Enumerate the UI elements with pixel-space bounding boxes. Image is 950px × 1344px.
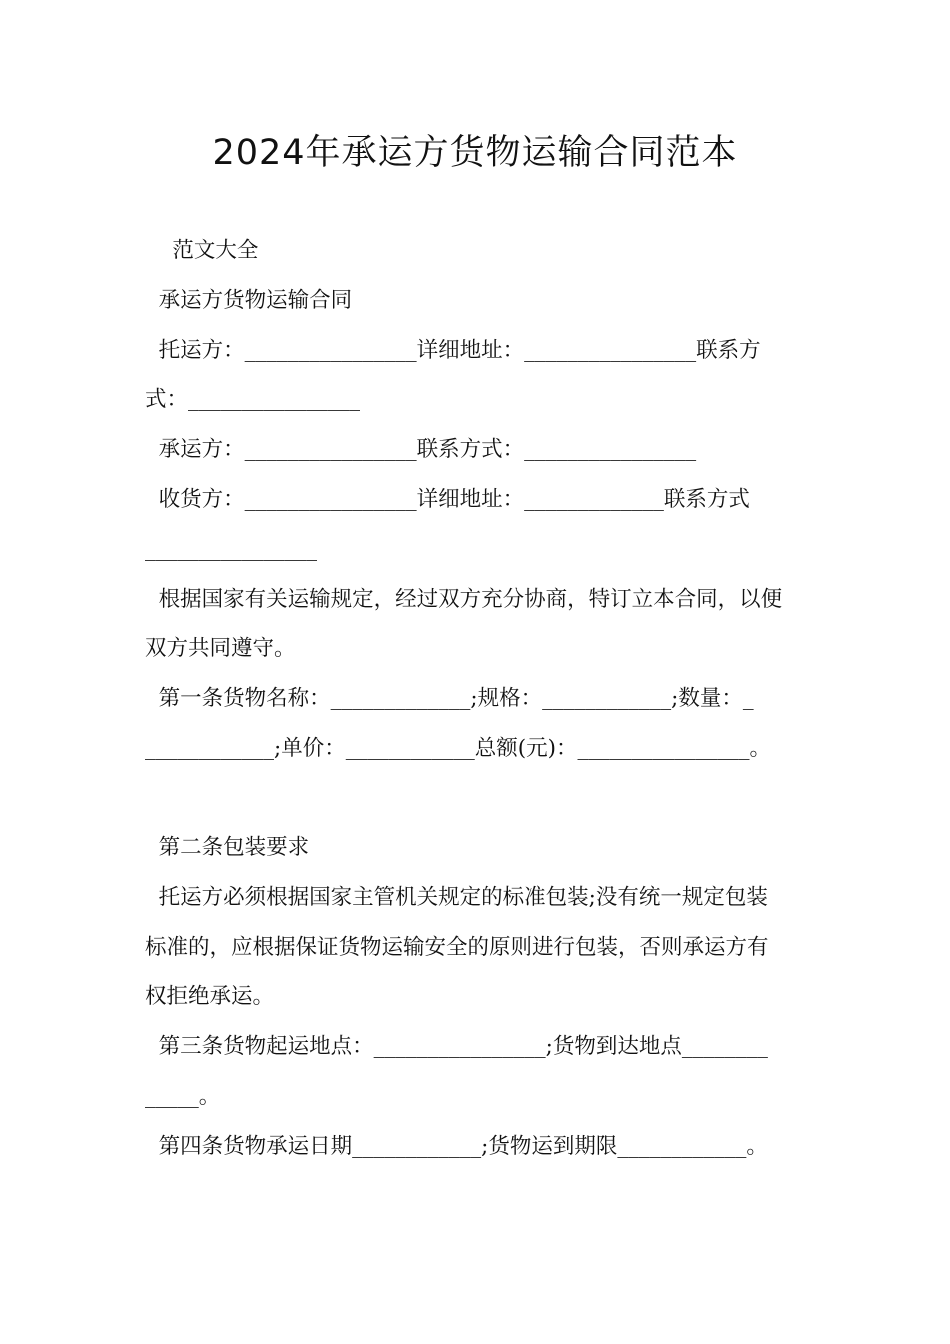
- text-line: _____。: [145, 1084, 221, 1109]
- text-line: 承运方：________________联系方式：________________: [145, 437, 697, 462]
- text-line: 双方共同遵守。: [145, 636, 296, 661]
- text-line: 式：________________: [145, 387, 361, 412]
- text-line: 第一条货物名称：_____________;规格：____________;数量：_: [145, 686, 754, 711]
- text-line: ________________: [145, 537, 317, 562]
- text-line: 承运方货物运输合同: [145, 288, 353, 313]
- text-line: 托运方：________________详细地址：________________联系方: [145, 338, 761, 363]
- text-line: 范文大全: [145, 238, 259, 263]
- text-line: 权拒绝承运。: [145, 984, 275, 1009]
- text-line: 第三条货物起运地点：________________;货物到达地点________: [145, 1034, 768, 1059]
- text-line: ____________;单价：____________总额(元)：________________。: [145, 736, 772, 761]
- text-line: 标准的，应根据保证货物运输安全的原则进行包装，否则承运方有: [145, 935, 769, 960]
- text-line: 托运方必须根据国家主管机关规定的标准包装;没有统一规定包装: [145, 885, 768, 910]
- text-line: 收货方：________________详细地址：_____________联系方式: [145, 487, 750, 512]
- text-line: 根据国家有关运输规定，经过双方充分协商，特订立本合同，以便: [145, 587, 783, 612]
- text-line: 第二条包装要求: [145, 835, 310, 860]
- document-title: 2024年承运方货物运输合同范本: [212, 133, 738, 173]
- text-line: 第四条货物承运日期____________;货物运到期限____________。: [145, 1134, 768, 1159]
